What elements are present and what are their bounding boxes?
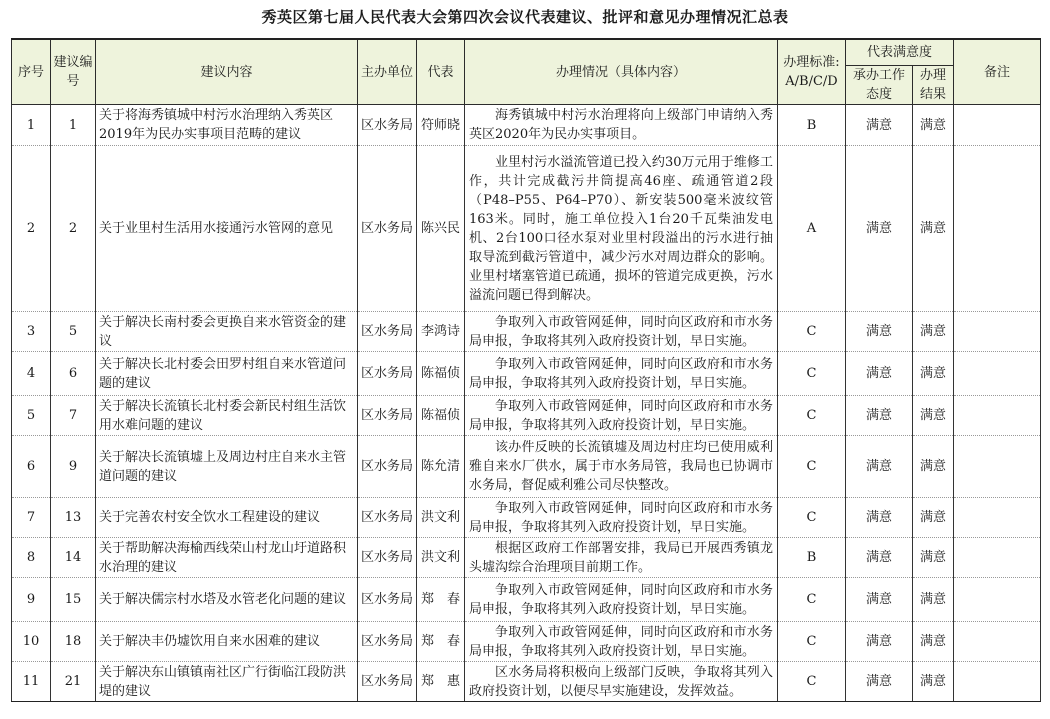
cell-representative: 陈兴民 <box>417 146 465 312</box>
page-title: 秀英区第七届人民代表大会第四次会议代表建议、批评和意见办理情况汇总表 <box>261 8 789 26</box>
cell-result: 满意 <box>913 662 954 702</box>
cell-representative: 洪文利 <box>417 538 465 578</box>
cell-content: 关于帮助解决海榆西线荣山村龙山圩道路积水治理的建议 <box>96 538 358 578</box>
cell-result: 满意 <box>913 352 954 396</box>
cell-unit: 区水务局 <box>358 105 417 146</box>
cell-handling: 业里村污水溢流管道已投入约30万元用于维修工作，共计完成截污井筒提高46座、疏通管道2段（P48–P55、P64–P70）、新安装500毫米波纹管163米。同时，施工单位投入1台20千瓦柴油发电机、2台100口径水泵对业里村段溢出的污水进行抽取导流到截污管道中，减少污水对周边群众的影响。业里村堵塞管道已疏通，损坏的管道完成更换，污水溢流问题已得到解决。 <box>465 146 778 312</box>
cell-remarks <box>954 538 1041 578</box>
cell-remarks <box>954 578 1041 622</box>
cell-standard: C <box>778 662 846 702</box>
cell-standard: C <box>778 352 846 396</box>
cell-unit: 区水务局 <box>358 538 417 578</box>
cell-suggestion-no: 14 <box>51 538 96 578</box>
cell-suggestion-no: 5 <box>51 312 96 352</box>
cell-content: 关于解决长流镇长北村委会新民村组生活饮用水难问题的建议 <box>96 396 358 436</box>
header-remarks: 备注 <box>954 39 1041 105</box>
table-row <box>12 538 1041 578</box>
header-handling: 办理情况（具体内容） <box>465 39 778 105</box>
cell-representative: 郑 惠 <box>417 662 465 702</box>
cell-representative: 郑 春 <box>417 622 465 662</box>
cell-seq: 7 <box>12 498 51 538</box>
cell-representative: 陈福侦 <box>417 396 465 436</box>
cell-content: 关于解决长流镇墟上及周边村庄自来水主管道问题的建议 <box>96 436 358 498</box>
cell-unit: 区水务局 <box>358 436 417 498</box>
cell-suggestion-no: 9 <box>51 436 96 498</box>
cell-standard: A <box>778 146 846 312</box>
cell-attitude: 满意 <box>846 312 913 352</box>
cell-representative: 陈允清 <box>417 436 465 498</box>
header-standard: 办理标准: A/B/C/D <box>778 39 846 105</box>
table-row <box>12 396 1041 436</box>
cell-handling: 争取列入市政管网延伸，同时向区政府和市水务局申报，争取将其列入政府投资计划，早日实施。 <box>465 396 778 436</box>
cell-content: 关于解决长南村委会更换自来水管资金的建议 <box>96 312 358 352</box>
header-satisfaction: 代表满意度 <box>846 39 954 66</box>
cell-result: 满意 <box>913 312 954 352</box>
cell-handling: 争取列入市政管网延伸，同时向区政府和市水务局申报，争取将其列入政府投资计划，早日实施。 <box>465 352 778 396</box>
cell-attitude: 满意 <box>846 498 913 538</box>
table-row <box>12 498 1041 538</box>
cell-unit: 区水务局 <box>358 352 417 396</box>
cell-attitude: 满意 <box>846 578 913 622</box>
cell-standard: B <box>778 105 846 146</box>
cell-remarks <box>954 352 1041 396</box>
cell-handling: 争取列入市政管网延伸，同时向区政府和市水务局申报，争取将其列入政府投资计划，早日实施。 <box>465 498 778 538</box>
table-row <box>12 436 1041 498</box>
table-row <box>12 352 1041 396</box>
cell-handling: 根据区政府工作部署安排，我局已开展西秀镇龙头墟沟综合治理项目前期工作。 <box>465 538 778 578</box>
cell-attitude: 满意 <box>846 538 913 578</box>
header-content: 建议内容 <box>96 39 358 105</box>
cell-seq: 11 <box>12 662 51 702</box>
table-row <box>12 105 1041 146</box>
cell-suggestion-no: 1 <box>51 105 96 146</box>
cell-remarks <box>954 662 1041 702</box>
cell-unit: 区水务局 <box>358 578 417 622</box>
table-row <box>12 578 1041 622</box>
cell-suggestion-no: 13 <box>51 498 96 538</box>
cell-handling: 争取列入市政管网延伸，同时向区政府和市水务局申报，争取将其列入政府投资计划，早日实施。 <box>465 312 778 352</box>
cell-representative: 符师晓 <box>417 105 465 146</box>
cell-content: 关于将海秀镇城中村污水治理纳入秀英区2019年为民办实事项目范畴的建议 <box>96 105 358 146</box>
cell-suggestion-no: 15 <box>51 578 96 622</box>
cell-standard: C <box>778 498 846 538</box>
cell-standard: C <box>778 312 846 352</box>
cell-suggestion-no: 7 <box>51 396 96 436</box>
cell-attitude: 满意 <box>846 146 913 312</box>
cell-suggestion-no: 2 <box>51 146 96 312</box>
cell-remarks <box>954 436 1041 498</box>
cell-handling: 争取列入市政管网延伸，同时向区政府和市水务局申报，争取将其列入政府投资计划，早日实施。 <box>465 578 778 622</box>
cell-content: 关于解决长北村委会田罗村组自来水管道问题的建议 <box>96 352 358 396</box>
cell-content: 关于解决丰仍墟饮用自来水困难的建议 <box>96 622 358 662</box>
table-row <box>12 312 1041 352</box>
cell-unit: 区水务局 <box>358 662 417 702</box>
header-unit: 主办单位 <box>358 39 417 105</box>
cell-standard: C <box>778 622 846 662</box>
cell-result: 满意 <box>913 498 954 538</box>
header-attitude: 承办工作态度 <box>846 66 913 105</box>
table-body <box>12 105 1041 702</box>
cell-content: 关于业里村生活用水接通污水管网的意见 <box>96 146 358 312</box>
cell-attitude: 满意 <box>846 662 913 702</box>
cell-remarks <box>954 396 1041 436</box>
cell-seq: 6 <box>12 436 51 498</box>
cell-unit: 区水务局 <box>358 622 417 662</box>
table-header <box>12 39 1041 105</box>
header-result: 办理结果 <box>913 66 954 105</box>
cell-remarks <box>954 105 1041 146</box>
cell-suggestion-no: 6 <box>51 352 96 396</box>
cell-attitude: 满意 <box>846 436 913 498</box>
cell-unit: 区水务局 <box>358 312 417 352</box>
cell-unit: 区水务局 <box>358 146 417 312</box>
cell-content: 关于解决东山镇镇南社区广行街临江段防洪堤的建议 <box>96 662 358 702</box>
cell-standard: C <box>778 436 846 498</box>
cell-seq: 1 <box>12 105 51 146</box>
table-row <box>12 622 1041 662</box>
cell-standard: B <box>778 538 846 578</box>
cell-result: 满意 <box>913 105 954 146</box>
cell-standard: C <box>778 396 846 436</box>
cell-result: 满意 <box>913 146 954 312</box>
cell-content: 关于解决儒宗村水塔及水管老化问题的建议 <box>96 578 358 622</box>
cell-seq: 10 <box>12 622 51 662</box>
cell-handling: 争取列入市政管网延伸，同时向区政府和市水务局申报，争取将其列入政府投资计划，早日实施。 <box>465 622 778 662</box>
cell-handling: 海秀镇城中村污水治理将向上级部门申请纳入秀英区2020年为民办实事项目。 <box>465 105 778 146</box>
cell-seq: 5 <box>12 396 51 436</box>
cell-result: 满意 <box>913 578 954 622</box>
cell-unit: 区水务局 <box>358 498 417 538</box>
cell-seq: 4 <box>12 352 51 396</box>
cell-remarks <box>954 498 1041 538</box>
cell-seq: 3 <box>12 312 51 352</box>
header-representative: 代表 <box>417 39 465 105</box>
cell-remarks <box>954 146 1041 312</box>
cell-representative: 李鸿诗 <box>417 312 465 352</box>
cell-result: 满意 <box>913 396 954 436</box>
cell-result: 满意 <box>913 538 954 578</box>
cell-seq: 2 <box>12 146 51 312</box>
table-row <box>12 662 1041 702</box>
cell-remarks <box>954 622 1041 662</box>
cell-result: 满意 <box>913 622 954 662</box>
cell-handling: 该办件反映的长流镇墟及周边村庄均已使用威利雅自来水厂供水，属于市水务局管，我局也已协调市水务局，督促威利雅公司尽快整改。 <box>465 436 778 498</box>
cell-attitude: 满意 <box>846 352 913 396</box>
cell-representative: 郑 春 <box>417 578 465 622</box>
cell-representative: 陈福侦 <box>417 352 465 396</box>
cell-seq: 8 <box>12 538 51 578</box>
cell-remarks <box>954 312 1041 352</box>
cell-standard: C <box>778 578 846 622</box>
table-row <box>12 146 1041 312</box>
cell-handling: 区水务局将积极向上级部门反映，争取将其列入政府投资计划，以便尽早实施建设，发挥效益。 <box>465 662 778 702</box>
summary-table <box>11 38 1041 702</box>
cell-representative: 洪文利 <box>417 498 465 538</box>
cell-seq: 9 <box>12 578 51 622</box>
header-suggestion-no: 建议编号 <box>51 39 96 105</box>
cell-result: 满意 <box>913 436 954 498</box>
cell-suggestion-no: 18 <box>51 622 96 662</box>
cell-attitude: 满意 <box>846 396 913 436</box>
cell-attitude: 满意 <box>846 105 913 146</box>
cell-attitude: 满意 <box>846 622 913 662</box>
cell-unit: 区水务局 <box>358 396 417 436</box>
cell-suggestion-no: 21 <box>51 662 96 702</box>
cell-content: 关于完善农村安全饮水工程建设的建议 <box>96 498 358 538</box>
header-seq: 序号 <box>12 39 51 105</box>
